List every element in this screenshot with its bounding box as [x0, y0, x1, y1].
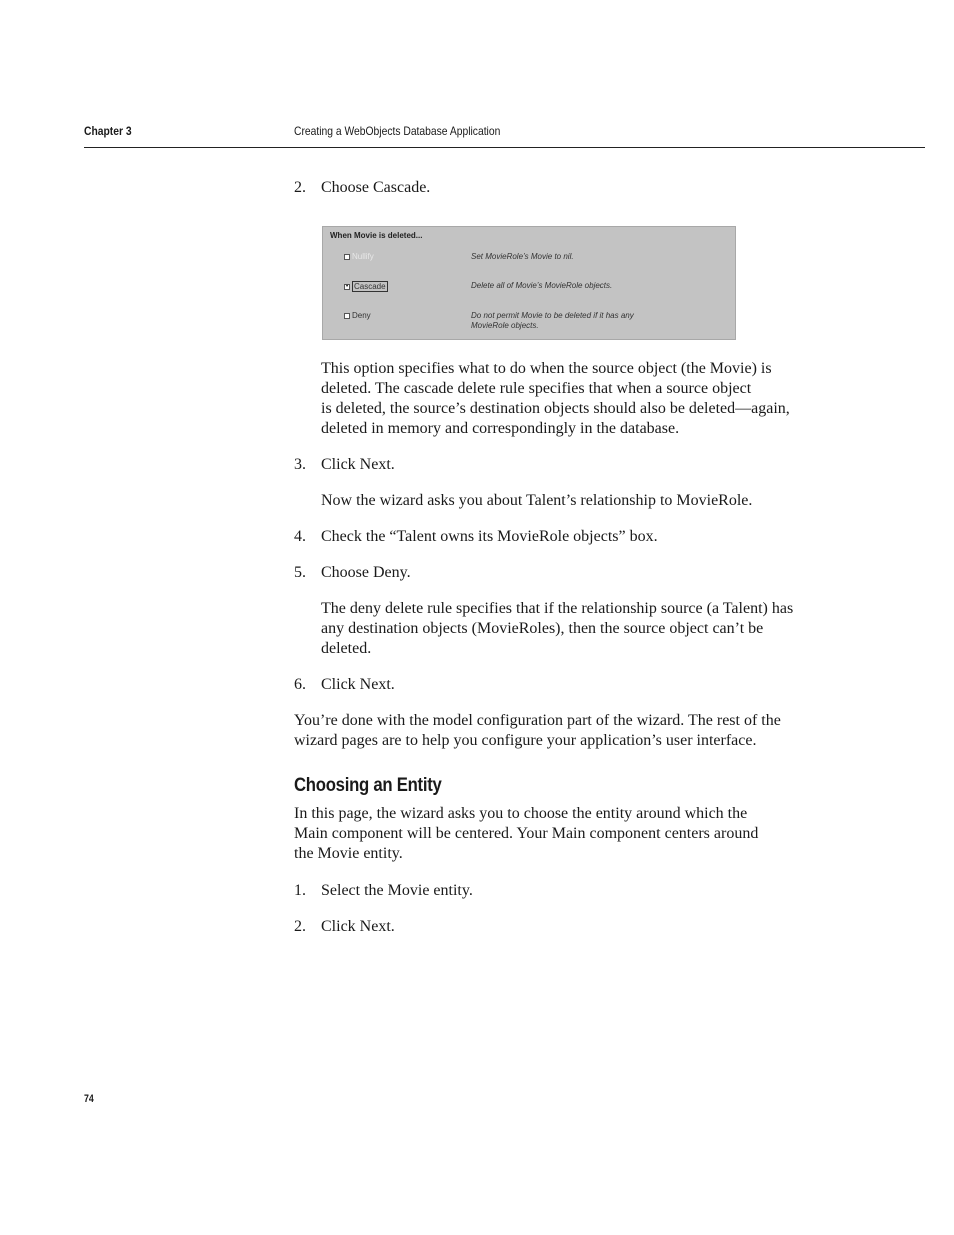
step-text: Click Next. [321, 456, 395, 473]
step-text: Choose Cascade. [321, 179, 431, 196]
step-number: 6. [294, 676, 306, 693]
section-intro: In this page, the wizard asks you to choose the entity around which the Main component will be centered. Your Main component centers around the Movie entity. [294, 805, 759, 862]
chapter-label: Chapter 3 [84, 124, 132, 138]
dialog-title: When Movie is deleted... [330, 231, 423, 240]
radio-unchecked-icon[interactable] [344, 313, 350, 319]
step-text: Click Next. [321, 676, 395, 693]
option-description: Set MovieRole’s Movie to nil. [471, 252, 574, 261]
option-label: Deny [352, 311, 371, 320]
step-number: 4. [294, 528, 306, 545]
step-text: Select the Movie entity. [321, 882, 473, 899]
body-paragraph: You’re done with the model configuration part of the wizard. The rest of the wizard pages are to help you configure your application’s user interface. [294, 712, 781, 749]
section-heading: Choosing an Entity [294, 775, 442, 796]
step-number: 2. [294, 179, 306, 196]
step-number: 1. [294, 882, 306, 899]
option-label: Cascade [354, 282, 386, 291]
page-number: 74 [84, 1093, 94, 1105]
step-text: Check the “Talent owns its MovieRole objects” box. [321, 528, 658, 545]
step-text: Click Next. [321, 918, 395, 935]
option-description: Delete all of Movie’s MovieRole objects. [471, 281, 613, 290]
header-rule [84, 147, 925, 148]
step-text: Choose Deny. [321, 564, 411, 581]
step-number: 2. [294, 918, 306, 935]
step-number: 5. [294, 564, 306, 581]
delete-rule-dialog-screenshot [322, 226, 736, 340]
nullify-radio-option[interactable] [344, 252, 374, 261]
deny-radio-option[interactable] [344, 311, 371, 320]
step-number: 3. [294, 456, 306, 473]
radio-unchecked-icon[interactable] [344, 254, 350, 260]
deny-explanation: The deny delete rule specifies that if the relationship source (a Talent) has any destination objects (MovieRoles), then the source object can’t be deleted. [321, 600, 794, 657]
running-header-title: Creating a WebObjects Database Application [294, 124, 501, 138]
step-note: Now the wizard asks you about Talent’s relationship to MovieRole. [321, 492, 753, 509]
cascade-explanation: This option specifies what to do when the source object (the Movie) is deleted. The cascade delete rule specifies that when a source object is deleted, the source’s destination objects should also be deleted—again, deleted in memory and correspondingly in the database. [321, 360, 790, 437]
option-label: Nullify [352, 252, 374, 261]
option-description: Do not permit Movie to be deleted if it has any MovieRole objects. [471, 311, 634, 330]
cascade-radio-option[interactable] [344, 281, 388, 292]
radio-checked-icon[interactable]: • [345, 283, 349, 290]
